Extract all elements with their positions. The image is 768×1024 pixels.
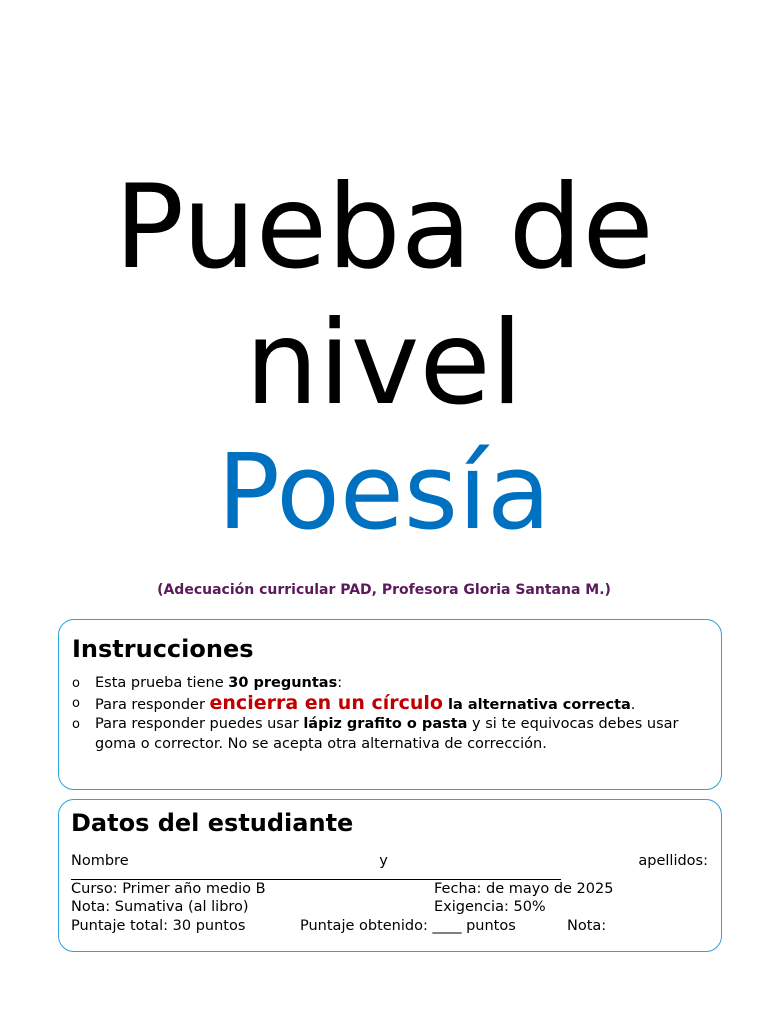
student-box [58,799,722,952]
instruction-bold: la alternativa correcta [442,696,631,713]
title-line-2: nivel [245,296,523,431]
bullet-icon: o [72,695,80,711]
instruction-text: : [337,675,343,691]
bullet-icon: o [72,676,80,691]
instruction-item [72,691,708,716]
instructions-list [72,674,708,754]
nota-field: Nota: [567,917,607,934]
name-label-word: apellidos: [638,853,708,869]
credit-line: (Adecuación curricular PAD, Profesora Gloria Santana M.) [157,582,611,598]
curso-field: Curso: Primer año medio B [71,880,266,897]
instructions-box [58,619,722,790]
instruction-text: Para responder puedes usar [95,716,304,732]
instruction-bold: lápiz grafito o pasta [303,716,468,732]
name-field [71,852,708,871]
student-heading: Datos del estudiante [71,809,354,837]
info-row [71,898,708,917]
puntaje-obtenido-field: Puntaje obtenido: ____ puntos [300,917,516,934]
info-row [71,880,708,899]
instructions-heading: Instrucciones [72,635,254,663]
instruction-text: . [630,696,636,713]
instruction-text: y si te equivocas debes usar goma o corrector. No se acepta otra alternativa de corrección. [95,716,679,752]
name-label-word: Nombre [71,853,129,869]
instruction-item [72,715,708,754]
subject-title: Poesía [217,431,551,553]
info-row [71,917,708,936]
instruction-highlight: encierra en un círculo [209,691,443,714]
bullet-icon: o [72,717,80,732]
nota-tipo-field: Nota: Sumativa (al libro) [71,899,249,915]
fecha-field: Fecha: de mayo de 2025 [434,880,614,897]
instruction-bold: 30 preguntas [228,675,338,691]
title-block [0,160,768,553]
name-label-word: y [379,853,388,869]
puntaje-total-field: Puntaje total: 30 puntos [71,917,246,934]
student-fields [71,852,708,935]
instruction-text: Para responder [95,696,210,713]
exigencia-field: Exigencia: 50% [434,899,546,915]
instruction-text: Esta prueba tiene [95,675,229,691]
title-line-1: Pueba de [114,160,654,295]
